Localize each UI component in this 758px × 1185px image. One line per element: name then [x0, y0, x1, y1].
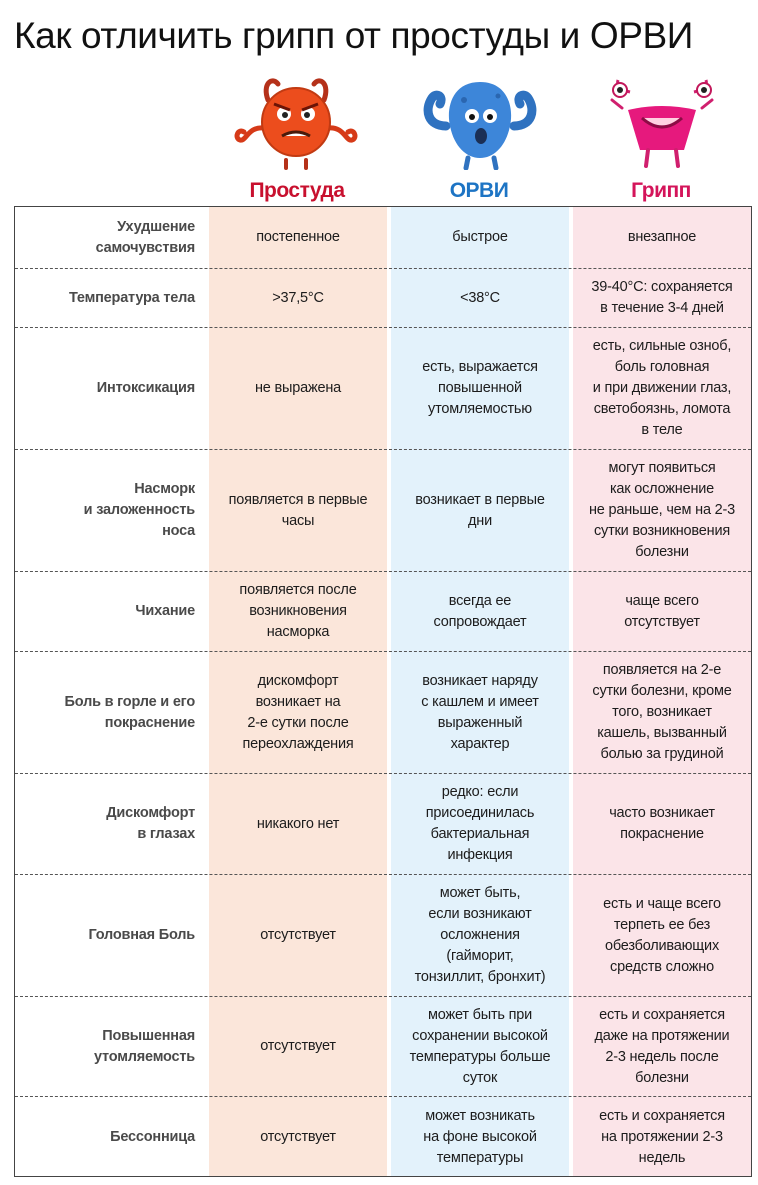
row-label [15, 328, 209, 449]
cell-cold [209, 207, 387, 268]
cell-text: быстрое [452, 229, 508, 245]
cell-text: <38°С [460, 289, 500, 306]
row-label [15, 269, 209, 327]
cell-cold [209, 450, 387, 571]
cell-arvi [391, 450, 569, 571]
cell-text: есть и сохраняется даже на протяжении 2-3 недель после болезни [594, 1006, 730, 1086]
cell-arvi [391, 1097, 569, 1178]
cell-flu [573, 450, 751, 571]
cell-flu [573, 269, 751, 327]
cell-cold [209, 328, 387, 449]
row-label-text: Дискомфорт в глазах [106, 805, 195, 842]
cell-cold [209, 774, 387, 874]
row-label [15, 652, 209, 773]
table-row [15, 207, 751, 268]
cell-text: 39-40°С: сохраняется в течение 3-4 дней [591, 279, 733, 316]
cell-text: появляется в первые часы [228, 491, 368, 529]
cell-cold [209, 997, 387, 1096]
comparison-table [14, 206, 752, 1177]
cell-flu [573, 572, 751, 651]
cell-text: всегда ее сопровождает [433, 592, 527, 630]
cell-flu [573, 774, 751, 874]
cell-text: есть, сильные озноб, боль головная и при движении глаз, светобоязнь, ломота в теле [592, 338, 732, 438]
cell-text: есть, выражается повышенной утомляемостью [422, 359, 538, 417]
cell-flu [573, 997, 751, 1096]
cell-text: отсутствует [260, 1038, 336, 1054]
table-row [15, 996, 751, 1096]
row-label-text: Головная Боль [88, 927, 195, 943]
cell-cold [209, 1097, 387, 1178]
cell-text: есть и чаще всего терпеть ее без обезболивающих средств сложно [603, 895, 721, 975]
row-label [15, 207, 209, 268]
table-row [15, 874, 751, 996]
column-header-cold: Простуда [249, 179, 345, 202]
cell-text: >37,5°С [272, 289, 324, 306]
cell-arvi [391, 207, 569, 268]
cell-text: часто возникает покраснение [609, 805, 715, 842]
column-header-arvi: ОРВИ [449, 179, 509, 202]
cell-cold [209, 572, 387, 651]
cell-text: постепенное [256, 229, 340, 245]
cell-text: могут появиться как осложнение не раньше, чем на 2-3 сутки возникновения болезни [588, 460, 736, 560]
cell-text: возникает в первые дни [415, 491, 545, 529]
cell-cold [209, 875, 387, 996]
cell-arvi [391, 875, 569, 996]
row-label-text: Повышенная утомляемость [94, 1027, 195, 1065]
page-title: Как отличить грипп от простуды и ОРВИ [14, 15, 693, 56]
row-label [15, 1097, 209, 1178]
cell-text: может быть, если возникают осложнения (гайморит, тонзиллит, бронхит) [414, 885, 546, 985]
row-label [15, 997, 209, 1096]
row-label [15, 572, 209, 651]
cold-virus-mascot-icon [226, 70, 366, 170]
table-row [15, 268, 751, 327]
cell-text: появляется после возникновения насморка [239, 582, 357, 640]
cell-flu [573, 875, 751, 996]
cell-flu [573, 652, 751, 773]
cell-text: есть и сохраняется на протяжении 2-3 недель [599, 1108, 725, 1166]
row-label-text: Интоксикация [96, 380, 195, 396]
cell-arvi [391, 269, 569, 327]
cell-text: не выражена [255, 380, 341, 396]
cell-arvi [391, 774, 569, 874]
cell-flu [573, 328, 751, 449]
table-row [15, 651, 751, 773]
cell-arvi [391, 572, 569, 651]
row-label [15, 774, 209, 874]
table-row [15, 449, 751, 571]
cell-flu [573, 1097, 751, 1178]
cell-text: редко: если присоединилась бактериальная инфекция [425, 784, 535, 863]
row-label [15, 450, 209, 571]
cell-text: внезапное [627, 229, 697, 245]
cell-text: отсутствует [260, 927, 336, 943]
mascot-row [0, 70, 758, 170]
cell-arvi [391, 652, 569, 773]
arvi-virus-mascot-icon [410, 70, 550, 170]
cell-arvi [391, 997, 569, 1096]
row-label-text: Бессонница [110, 1129, 195, 1145]
table-row [15, 327, 751, 449]
row-label-text: Насморк и заложенность носа [83, 481, 195, 539]
table-row [15, 1096, 751, 1178]
row-label-text: Температура тела [68, 289, 195, 306]
table-row [15, 571, 751, 651]
cell-text: может возникать на фоне высокой температуры [423, 1108, 537, 1166]
row-label-text: Ухудшение самочувствия [95, 218, 195, 256]
cell-text: появляется на 2-е сутки болезни, кроме того, возникает кашель, вызванный болью за грудиной [592, 662, 732, 762]
row-label-text: Боль в горле и его покраснение [64, 693, 195, 731]
cell-text: может быть при сохранении высокой температуры больше суток [409, 1006, 551, 1086]
column-header-flu: Грипп [631, 179, 691, 202]
cell-text: никакого нет [256, 815, 340, 832]
cell-text: чаще всего отсутствует [624, 592, 700, 630]
cell-arvi [391, 328, 569, 449]
cell-cold [209, 652, 387, 773]
cell-flu [573, 207, 751, 268]
cell-text: возникает наряду с кашлем и имеет выраженный характер [421, 672, 539, 752]
cell-text: отсутствует [260, 1129, 336, 1145]
row-label-text: Чихание [135, 603, 195, 619]
row-label [15, 875, 209, 996]
table-row [15, 773, 751, 874]
cell-cold [209, 269, 387, 327]
flu-virus-mascot-icon [592, 70, 732, 170]
cell-text: дискомфорт возникает на 2-е сутки после переохлаждения [242, 672, 354, 752]
